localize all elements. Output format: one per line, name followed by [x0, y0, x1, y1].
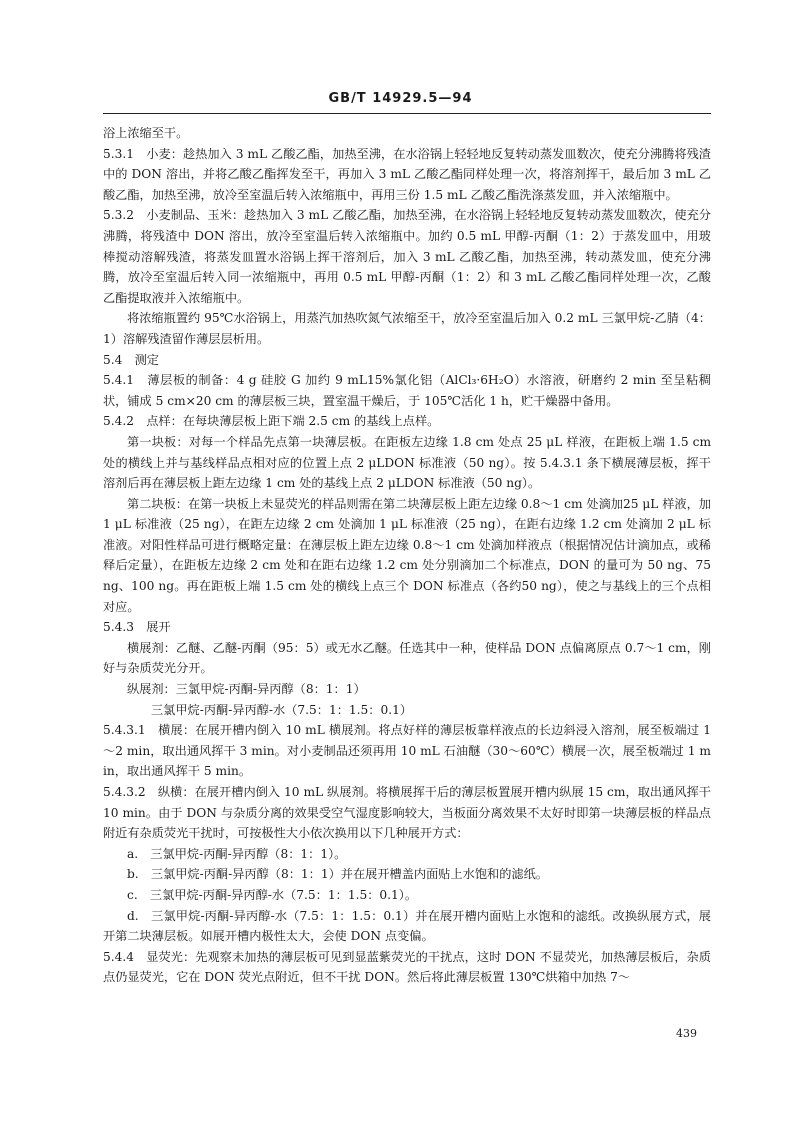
para-plate-one: 第一块板：对每一个样品先点第一块薄层板。在距板左边缘 1.8 cm 处点 25 μL 样液，在距板上端 1.5 cm 处的横线上并与基线样品点相对应的位置上点 2 μLDON 标准液（50 ng）。按 5.4.3.1 条下横展薄层板，挥干溶剂后再在薄层板上距左边缘 1 cm 处的基线上点 2 μLDON 标准液（50 ng）。 [103, 434, 711, 491]
body-text [103, 123, 711, 988]
para-vertical-solvent-1: 纵展剂：三氯甲烷-丙酮-异丙醇（8：1：1） [127, 682, 366, 697]
list-item-a: a. 三氯甲烷-丙酮-异丙醇（8：1：1）。 [127, 846, 347, 861]
page-header-standard-number: GB/T 14929.5—94 [328, 91, 473, 106]
para-5-4-1: 5.4.1 薄层板的制备：4 g 硅胶 G 加约 9 mL15%氯化铝（AlCl₃·6H₂O）水溶液，研磨约 2 min 至呈粘稠状，铺成 5 cm×20 cm 的薄层板三块，置室温干燥后，于 105℃活化 1 h，贮干燥器中备用。 [103, 373, 711, 408]
list-item-b: b. 三氯甲烷-丙酮-异丙醇（8：1：1）并在展开槽盖内面贴上水饱和的滤纸。 [127, 867, 548, 882]
para-5-3-1: 5.3.1 小麦：趁热加入 3 mL 乙酸乙酯，加热至沸，在水浴锅上轻轻地反复转动蒸发皿数次，使充分沸腾将残渣中的 DON 溶出，并将乙酸乙酯挥发至干，再加入 3 mL 乙酸乙酯同样处理一次，将溶剂挥干，最后加 3 mL 乙酸乙酯，加热至沸，放冷至室温后转入浓缩瓶中，再用三份 1.5 mL 乙酸乙酯洗涤蒸发皿，并入浓缩瓶中。 [103, 146, 711, 202]
para-continuation: 浴上浓缩至干。 [103, 126, 189, 140]
section-heading-5-4-3: 5.4.3 展开 [103, 620, 171, 635]
para-horizontal-solvent: 横展剂：乙醚、乙醚-丙酮（95：5）或无水乙醚。任选其中一种，使样品 DON 点偏离原点 0.7～1 cm，刚好与杂质荧光分开。 [103, 640, 711, 676]
list-item-d: d. 三氯甲烷-丙酮-异丙醇-水（7.5：1：1.5：0.1）并在展开槽内面贴上水饱和的滤纸。改换纵展方式，展开第二块薄层板。如展开槽内极性太大，会使 DON 点变偏。 [103, 908, 711, 944]
para-5-4-2: 5.4.2 点样：在每块薄层板上距下端 2.5 cm 的基线上点样。 [103, 414, 440, 429]
para-vertical-solvent-2: 三氯甲烷-丙酮-异丙醇-水（7.5：1：1.5：0.1） [151, 702, 413, 717]
page-number: 439 [676, 1027, 697, 1040]
header-rule [103, 113, 711, 114]
para-concentrate: 将浓缩瓶置约 95℃水浴锅上，用蒸汽加热吹氮气浓缩至干，放冷至室温后加入 0.2 mL 三氯甲烷-乙腈（4：1）溶解残渣留作薄层层析用。 [103, 311, 711, 346]
para-5-4-3-1: 5.4.3.1 横展：在展开槽内倒入 10 mL 横展剂。将点好样的薄层板靠样液点的长边斜浸入溶剂，展至板端过 1～2 min，取出通风挥干 3 min。对小麦制品还须再用 10 mL 石油醚（30～60℃）横展一次，展至板端过 1 min，取出通风挥干 5 min。 [103, 723, 711, 779]
section-heading-5-4: 5.4 测定 [103, 352, 159, 367]
para-5-3-2: 5.3.2 小麦制品、玉米：趁热加入 3 mL 乙酸乙酯，加热至沸，在水浴锅上轻轻地反复转动蒸发皿数次，使充分沸腾，将残渣中 DON 溶出，放冷至室温后转入浓缩瓶中。加约 0.5 mL 甲醇-丙酮（1：2）于蒸发皿中，用玻棒搅动溶解残渣，将蒸发皿置水浴锅上挥干溶剂后，加入 3 mL 乙酸乙酯，加热至沸，转动蒸发皿，使充分沸腾，放冷至室温后转入同一浓缩瓶中，再用 0.5 mL 甲醇-丙酮（1：2）和 3 mL 乙酸乙酯同样处理一次，乙酸乙酯提取液并入浓缩瓶中。 [103, 208, 711, 305]
list-item-c: c. 三氯甲烷-丙酮-异丙醇-水（7.5：1：1.5：0.1）。 [127, 887, 418, 902]
para-5-4-3-2: 5.4.3.2 纵横：在展开槽内倒入 10 mL 纵展剂。将横展挥干后的薄层板置展开槽内纵展 15 cm，取出通风挥干 10 min。由于 DON 与杂质分离的效果受空气湿度影响较大，当板面分离效果不太好时即第一块薄层板的样品点附近有杂质荧光干扰时，可按极性大小依次换用以下几种展开方式： [103, 785, 711, 841]
para-5-4-4: 5.4.4 显荧光：先观察未加热的薄层板可见到显蓝紫荧光的干扰点，这时 DON 不显荧光，加热薄层板后，杂质点仍显荧光，它在 DON 荧光点附近，但不干扰 DON。然后将此薄层板置 130℃烘箱中加热 7～ [103, 949, 711, 985]
para-plate-two: 第二块板：在第一块板上未显荧光的样品则需在第二块薄层板上距左边缘 0.8～1 cm 处滴加25 μL 样液，加 1 μL 标准液（25 ng），在距左边缘 2 cm 处滴加 1 μL 标准液（25 ng），在距右边缘 1.2 cm 处滴加 2 μL 标准液。对阳性样品可进行概略定量：在薄层板上距左边缘 0.8～1 cm 处滴加样液点（根据情况估计滴加点，或稀释后定量），在距板左边缘 2 cm 处和在距右边缘 1.2 cm 处分别滴加二个标准点，DON 的量可为 50 ng、75 ng、100 ng。再在距板上端 1.5 cm 处的横线上点三个 DON 标准点（各约50 ng），使之与基线上的三个点相对应。 [103, 496, 711, 614]
